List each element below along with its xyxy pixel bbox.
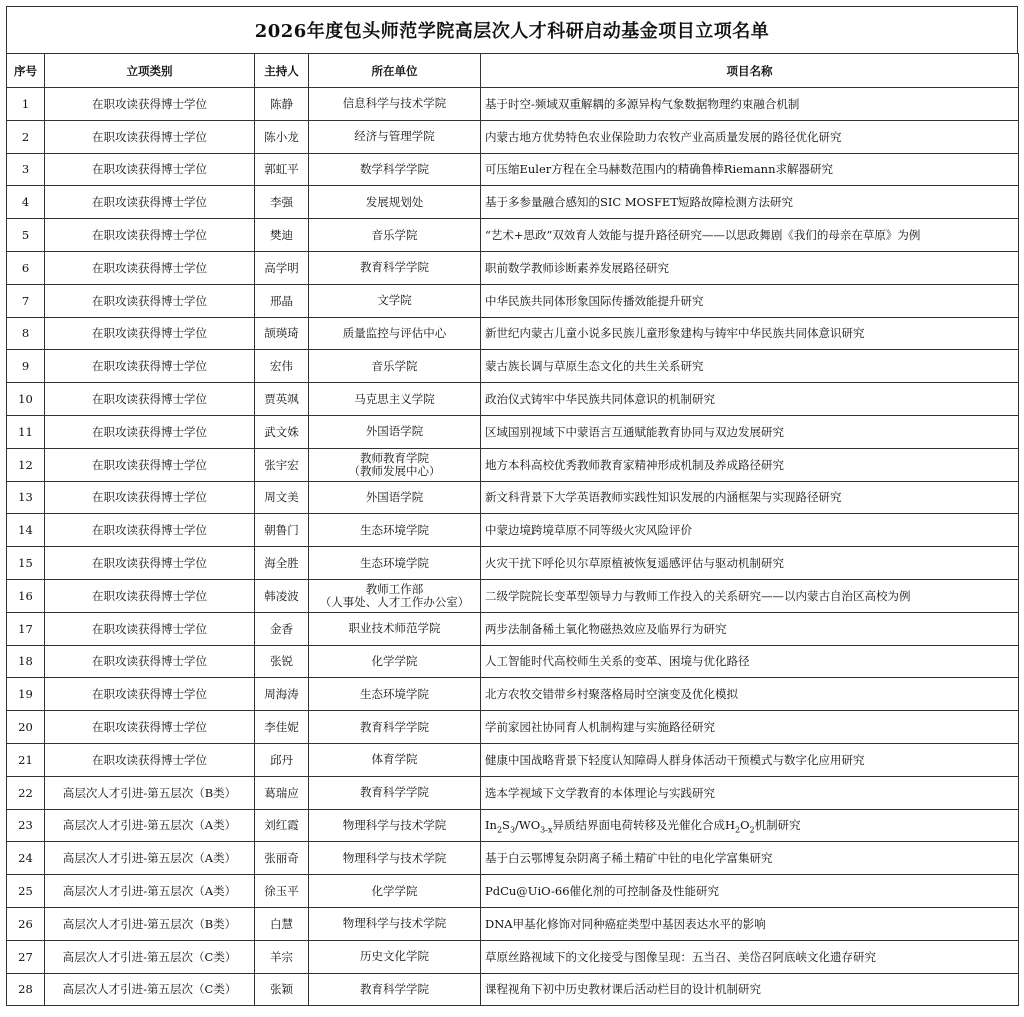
table-row bbox=[7, 907, 1019, 940]
row-number: 27 bbox=[7, 940, 45, 973]
row-unit: 经济与管理学院 bbox=[309, 120, 481, 153]
row-leader: 白慧 bbox=[255, 907, 309, 940]
row-leader: 陈小龙 bbox=[255, 120, 309, 153]
table-row bbox=[7, 350, 1019, 383]
table-row bbox=[7, 875, 1019, 908]
table-row bbox=[7, 317, 1019, 350]
row-number: 17 bbox=[7, 612, 45, 645]
table-row bbox=[7, 678, 1019, 711]
row-category: 在职攻读获得博士学位 bbox=[45, 350, 255, 383]
row-unit: 化学学院 bbox=[309, 875, 481, 908]
row-category: 在职攻读获得博士学位 bbox=[45, 153, 255, 186]
table-row bbox=[7, 153, 1019, 186]
row-unit: 物理科学与技术学院 bbox=[309, 809, 481, 842]
row-leader: 郭虹平 bbox=[255, 153, 309, 186]
row-unit: 教育科学学院 bbox=[309, 711, 481, 744]
row-number: 15 bbox=[7, 547, 45, 580]
row-unit: 体育学院 bbox=[309, 743, 481, 776]
row-category: 在职攻读获得博士学位 bbox=[45, 743, 255, 776]
row-project: 基于白云鄂博复杂阴离子稀土精矿中钍的电化学富集研究 bbox=[481, 842, 1019, 875]
row-leader: 颉瑛琦 bbox=[255, 317, 309, 350]
table-row bbox=[7, 547, 1019, 580]
row-category: 高层次人才引进-第五层次（B类） bbox=[45, 776, 255, 809]
table-row bbox=[7, 120, 1019, 153]
table-row bbox=[7, 645, 1019, 678]
row-leader: 贾英飒 bbox=[255, 383, 309, 416]
row-unit: 职业技术师范学院 bbox=[309, 612, 481, 645]
row-number: 12 bbox=[7, 448, 45, 481]
table-row bbox=[7, 809, 1019, 842]
table-row bbox=[7, 514, 1019, 547]
row-number: 13 bbox=[7, 481, 45, 514]
row-project: 政治仪式铸牢中华民族共同体意识的机制研究 bbox=[481, 383, 1019, 416]
table-row bbox=[7, 743, 1019, 776]
row-category: 高层次人才引进-第五层次（B类） bbox=[45, 907, 255, 940]
row-number: 22 bbox=[7, 776, 45, 809]
row-project: 草原丝路视域下的文化接受与图像呈现：五当召、美岱召阿底峡文化遗存研究 bbox=[481, 940, 1019, 973]
row-leader: 高学明 bbox=[255, 251, 309, 284]
row-number: 2 bbox=[7, 120, 45, 153]
row-leader: 张宇宏 bbox=[255, 448, 309, 481]
row-category: 在职攻读获得博士学位 bbox=[45, 284, 255, 317]
row-project: 新世纪内蒙古儿童小说多民族儿童形象建构与铸牢中华民族共同体意识研究 bbox=[481, 317, 1019, 350]
table-row bbox=[7, 284, 1019, 317]
row-leader: 李佳妮 bbox=[255, 711, 309, 744]
row-project: 区域国别视域下中蒙语言互通赋能教育协同与双边发展研究 bbox=[481, 415, 1019, 448]
row-unit: 文学院 bbox=[309, 284, 481, 317]
row-number: 7 bbox=[7, 284, 45, 317]
row-unit: 教育科学学院 bbox=[309, 776, 481, 809]
row-number: 18 bbox=[7, 645, 45, 678]
row-category: 高层次人才引进-第五层次（A类） bbox=[45, 809, 255, 842]
row-category: 在职攻读获得博士学位 bbox=[45, 612, 255, 645]
header-project: 项目名称 bbox=[481, 54, 1019, 88]
row-number: 16 bbox=[7, 579, 45, 612]
table-row bbox=[7, 973, 1019, 1006]
row-category: 高层次人才引进-第五层次（C类） bbox=[45, 973, 255, 1006]
row-leader: 张锐 bbox=[255, 645, 309, 678]
row-leader: 徐玉平 bbox=[255, 875, 309, 908]
table-body bbox=[7, 88, 1019, 1006]
document-sheet bbox=[6, 6, 1018, 1006]
row-unit: 外国语学院 bbox=[309, 415, 481, 448]
row-number: 26 bbox=[7, 907, 45, 940]
row-number: 19 bbox=[7, 678, 45, 711]
row-leader: 羊宗 bbox=[255, 940, 309, 973]
row-leader: 李强 bbox=[255, 186, 309, 219]
row-project: 课程视角下初中历史教材课后活动栏目的设计机制研究 bbox=[481, 973, 1019, 1006]
row-project: 内蒙古地方优势特色农业保险助力农牧产业高质量发展的路径优化研究 bbox=[481, 120, 1019, 153]
project-table bbox=[6, 53, 1019, 1006]
row-number: 9 bbox=[7, 350, 45, 383]
row-leader: 周文美 bbox=[255, 481, 309, 514]
row-category: 在职攻读获得博士学位 bbox=[45, 120, 255, 153]
row-project: 地方本科高校优秀教师教育家精神形成机制及养成路径研究 bbox=[481, 448, 1019, 481]
row-unit: 历史文化学院 bbox=[309, 940, 481, 973]
row-leader: 韩凌波 bbox=[255, 579, 309, 612]
row-project: 职前数学教师诊断素养发展路径研究 bbox=[481, 251, 1019, 284]
table-row bbox=[7, 383, 1019, 416]
row-unit: 生态环境学院 bbox=[309, 514, 481, 547]
header-category: 立项类别 bbox=[45, 54, 255, 88]
row-unit: 教师教育学院 （教师发展中心） bbox=[309, 448, 481, 481]
row-unit: 信息科学与技术学院 bbox=[309, 88, 481, 121]
row-leader: 樊迪 bbox=[255, 219, 309, 252]
row-unit: 生态环境学院 bbox=[309, 547, 481, 580]
row-leader: 周海涛 bbox=[255, 678, 309, 711]
row-number: 8 bbox=[7, 317, 45, 350]
table-row bbox=[7, 415, 1019, 448]
row-number: 24 bbox=[7, 842, 45, 875]
row-project: PdCu@UiO-66催化剂的可控制备及性能研究 bbox=[481, 875, 1019, 908]
table-row bbox=[7, 579, 1019, 612]
row-leader: 张丽奇 bbox=[255, 842, 309, 875]
row-project: 学前家园社协同育人机制构建与实施路径研究 bbox=[481, 711, 1019, 744]
row-number: 10 bbox=[7, 383, 45, 416]
table-row bbox=[7, 940, 1019, 973]
row-unit: 发展规划处 bbox=[309, 186, 481, 219]
row-category: 在职攻读获得博士学位 bbox=[45, 88, 255, 121]
row-category: 在职攻读获得博士学位 bbox=[45, 547, 255, 580]
row-category: 在职攻读获得博士学位 bbox=[45, 317, 255, 350]
row-unit: 外国语学院 bbox=[309, 481, 481, 514]
row-project: 可压缩Euler方程在全马赫数范围内的精确鲁棒Riemann求解器研究 bbox=[481, 153, 1019, 186]
row-leader: 宏伟 bbox=[255, 350, 309, 383]
row-project: 健康中国战略背景下轻度认知障碍人群身体活动干预模式与数字化应用研究 bbox=[481, 743, 1019, 776]
row-project: 二级学院院长变革型领导力与教师工作投入的关系研究——以内蒙古自治区高校为例 bbox=[481, 579, 1019, 612]
row-category: 在职攻读获得博士学位 bbox=[45, 514, 255, 547]
row-number: 5 bbox=[7, 219, 45, 252]
row-project: 基于时空-频域双重解耦的多源异构气象数据物理约束融合机制 bbox=[481, 88, 1019, 121]
header-no: 序号 bbox=[7, 54, 45, 88]
row-leader: 邱丹 bbox=[255, 743, 309, 776]
row-category: 在职攻读获得博士学位 bbox=[45, 579, 255, 612]
row-unit: 教育科学学院 bbox=[309, 251, 481, 284]
row-category: 高层次人才引进-第五层次（A类） bbox=[45, 842, 255, 875]
row-leader: 武文姝 bbox=[255, 415, 309, 448]
row-project: 新文科背景下大学英语教师实践性知识发展的内涵框架与实现路径研究 bbox=[481, 481, 1019, 514]
row-category: 在职攻读获得博士学位 bbox=[45, 678, 255, 711]
row-project: “艺术+思政”双效育人效能与提升路径研究——以思政舞剧《我们的母亲在草原》为例 bbox=[481, 219, 1019, 252]
row-number: 23 bbox=[7, 809, 45, 842]
row-project: DNA甲基化修饰对同种癌症类型中基因表达水平的影响 bbox=[481, 907, 1019, 940]
row-number: 3 bbox=[7, 153, 45, 186]
row-category: 高层次人才引进-第五层次（A类） bbox=[45, 875, 255, 908]
row-number: 1 bbox=[7, 88, 45, 121]
row-project: 人工智能时代高校师生关系的变革、困境与优化路径 bbox=[481, 645, 1019, 678]
row-project: 中华民族共同体形象国际传播效能提升研究 bbox=[481, 284, 1019, 317]
row-unit: 音乐学院 bbox=[309, 350, 481, 383]
row-project: 中蒙边境跨境草原不同等级火灾风险评价 bbox=[481, 514, 1019, 547]
row-unit: 教育科学学院 bbox=[309, 973, 481, 1006]
row-project: 两步法制备稀土氧化物磁热效应及临界行为研究 bbox=[481, 612, 1019, 645]
row-leader: 刘红霞 bbox=[255, 809, 309, 842]
row-number: 11 bbox=[7, 415, 45, 448]
row-number: 20 bbox=[7, 711, 45, 744]
row-number: 25 bbox=[7, 875, 45, 908]
row-unit: 物理科学与技术学院 bbox=[309, 842, 481, 875]
table-header-row bbox=[7, 54, 1019, 88]
row-leader: 陈静 bbox=[255, 88, 309, 121]
row-project: 基于多参量融合感知的SIC MOSFET短路故障检测方法研究 bbox=[481, 186, 1019, 219]
row-leader: 邢晶 bbox=[255, 284, 309, 317]
page-title: 2026年度包头师范学院高层次人才科研启动基金项目立项名单 bbox=[6, 6, 1018, 53]
row-category: 在职攻读获得博士学位 bbox=[45, 415, 255, 448]
row-project: 火灾干扰下呼伦贝尔草原植被恢复遥感评估与驱动机制研究 bbox=[481, 547, 1019, 580]
row-category: 在职攻读获得博士学位 bbox=[45, 645, 255, 678]
row-leader: 葛瑞应 bbox=[255, 776, 309, 809]
table-row bbox=[7, 481, 1019, 514]
row-unit: 质量监控与评估中心 bbox=[309, 317, 481, 350]
header-unit: 所在单位 bbox=[309, 54, 481, 88]
row-category: 在职攻读获得博士学位 bbox=[45, 383, 255, 416]
row-project: 蒙古族长调与草原生态文化的共生关系研究 bbox=[481, 350, 1019, 383]
row-unit: 教师工作部 （人事处、人才工作办公室） bbox=[309, 579, 481, 612]
table-row bbox=[7, 776, 1019, 809]
row-number: 14 bbox=[7, 514, 45, 547]
table-row bbox=[7, 711, 1019, 744]
table-row bbox=[7, 612, 1019, 645]
table-row bbox=[7, 88, 1019, 121]
table-row bbox=[7, 219, 1019, 252]
row-category: 在职攻读获得博士学位 bbox=[45, 219, 255, 252]
row-number: 28 bbox=[7, 973, 45, 1006]
row-category: 高层次人才引进-第五层次（C类） bbox=[45, 940, 255, 973]
row-unit: 化学学院 bbox=[309, 645, 481, 678]
row-project: $In_2S_3/WO_{3-x}$异质结界面电荷转移及光催化合成$H_2O_2$机制研究 bbox=[481, 809, 1019, 842]
row-project: 选本学视域下文学教育的本体理论与实践研究 bbox=[481, 776, 1019, 809]
row-project: 北方农牧交错带乡村聚落格局时空演变及优化模拟 bbox=[481, 678, 1019, 711]
row-category: 在职攻读获得博士学位 bbox=[45, 251, 255, 284]
row-number: 21 bbox=[7, 743, 45, 776]
row-category: 在职攻读获得博士学位 bbox=[45, 186, 255, 219]
row-unit: 生态环境学院 bbox=[309, 678, 481, 711]
table-row bbox=[7, 186, 1019, 219]
row-unit: 马克思主义学院 bbox=[309, 383, 481, 416]
row-unit: 数学科学学院 bbox=[309, 153, 481, 186]
row-category: 在职攻读获得博士学位 bbox=[45, 481, 255, 514]
row-category: 在职攻读获得博士学位 bbox=[45, 711, 255, 744]
row-category: 在职攻读获得博士学位 bbox=[45, 448, 255, 481]
table-row bbox=[7, 842, 1019, 875]
row-leader: 朝鲁门 bbox=[255, 514, 309, 547]
row-leader: 张颖 bbox=[255, 973, 309, 1006]
table-row bbox=[7, 251, 1019, 284]
row-number: 4 bbox=[7, 186, 45, 219]
row-number: 6 bbox=[7, 251, 45, 284]
row-leader: 金香 bbox=[255, 612, 309, 645]
row-unit: 物理科学与技术学院 bbox=[309, 907, 481, 940]
header-leader: 主持人 bbox=[255, 54, 309, 88]
table-row bbox=[7, 448, 1019, 481]
row-unit: 音乐学院 bbox=[309, 219, 481, 252]
row-leader: 海全胜 bbox=[255, 547, 309, 580]
